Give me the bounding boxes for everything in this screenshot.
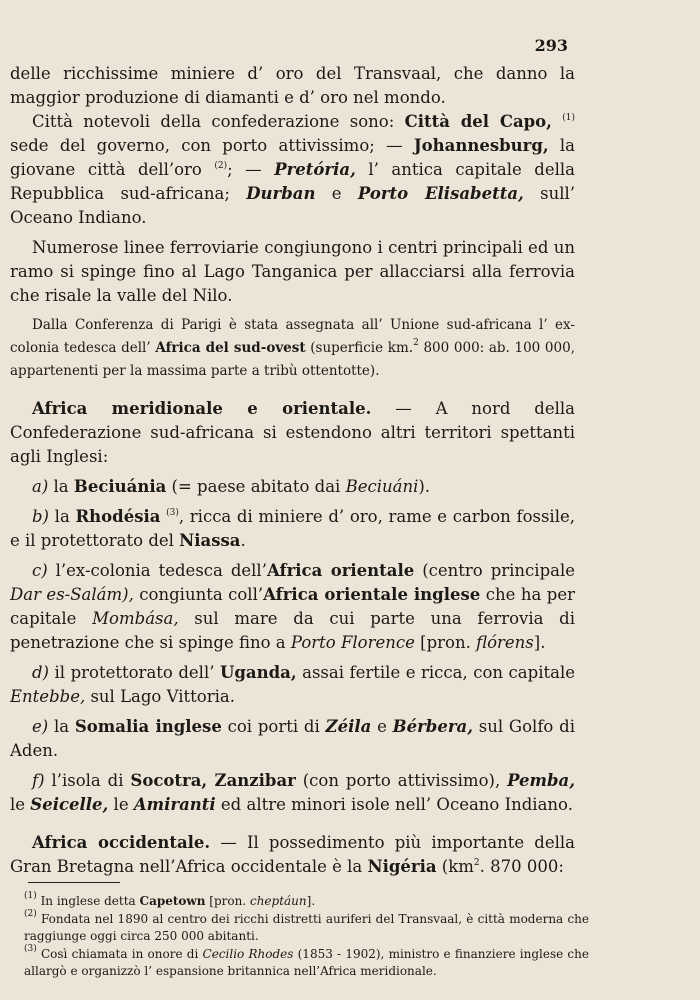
footnote-marker: (1) (24, 891, 37, 901)
text: (= paese abitato dai (166, 477, 346, 496)
page-number: 293 (534, 36, 568, 55)
text: , ricca di miniere d’ oro, rame e carbon fossile, e il protettorato del (10, 507, 575, 550)
text: e (371, 717, 393, 736)
paragraph-transvaal (10, 62, 575, 86)
list-item (10, 769, 575, 817)
italic-term: Entebbe, (10, 687, 86, 706)
text: la (48, 717, 75, 736)
text: sede del governo, con porto attivissimo; — (10, 136, 414, 155)
text: sul Lago Vittoria. (85, 687, 235, 706)
footnote-marker: (3) (24, 943, 37, 954)
city-name: Johannesburg, (413, 136, 549, 155)
item-marker: d) (32, 663, 49, 682)
text: Città notevoli della confederazione sono: (32, 112, 405, 131)
text-line: maggior produzione di diamanti e d’ oro nel mondo. (10, 88, 446, 107)
term: Capetown (139, 894, 206, 908)
text: la (48, 477, 74, 496)
text: coi porti di (221, 717, 326, 736)
text: l’ex-colonia tedesca dell’ (47, 561, 267, 580)
footnotes (24, 893, 589, 981)
italic-term: Zéila (325, 717, 372, 736)
text: ed altre minori isole nell’ Oceano Indiano. (215, 795, 573, 814)
text: sull’ Oceano Indiano. (10, 184, 575, 227)
page-body (10, 62, 575, 879)
list-item (10, 715, 575, 763)
territory-name: Africa orientale (266, 561, 415, 580)
territory-name: Uganda, (220, 663, 297, 682)
italic-term: Seicelle, (30, 795, 109, 814)
text: . 870 000: (479, 857, 564, 876)
text: 800 000: ab. 100 000, appartenenti per la massima parte a tribù ottentotte). (10, 340, 575, 379)
italic-term: Cecilio Rhodes (202, 946, 294, 961)
footnote-ref: (1) (562, 113, 575, 123)
footnote-ref: (3) (166, 508, 179, 518)
footnote (24, 893, 589, 911)
text: la giovane città dell’oro (10, 136, 575, 179)
text: Dalla Conferenza di Parigi è stata assegnata all’ Unione sud-africana l’ ex-colonia tedesca dell’ (10, 317, 575, 356)
unit-exponent: 2 (413, 338, 419, 348)
footnote-ref: (2) (214, 161, 228, 171)
list-item (10, 505, 575, 553)
text: ; — (227, 160, 275, 179)
paragraph-railways: Numerose linee ferroviarie congiungono i centri principali ed un ramo si spinge fino al Lago Tanganica per allacciarsi alla ferrovia che risale la valle del Nilo. (10, 238, 575, 305)
text: (1853 - 1902), ministro e finanziere inglese che allargò e organizzò l’ espansione britannica nell’Africa meridionale. (24, 946, 589, 978)
territory-name: Socotra, Zanzibar (130, 771, 296, 790)
text: Così chiamata in onore di (36, 946, 203, 961)
text: le (10, 795, 31, 814)
territory-name: Africa orientale inglese (263, 585, 481, 604)
item-marker: c) (32, 561, 48, 580)
list-item (10, 661, 575, 709)
text: [pron. (205, 894, 250, 908)
text: (km (436, 857, 474, 876)
footnote-marker: (2) (24, 908, 37, 919)
city-name: Durban (246, 184, 316, 203)
city-name: Città del Capo, (404, 112, 552, 131)
footnote (24, 908, 589, 946)
text: il protettorato dell’ (49, 663, 220, 682)
italic-term: Pemba, (507, 771, 575, 790)
footnote (24, 943, 589, 981)
italic-term: Dar es-Salám), (10, 585, 134, 604)
section-western-africa (10, 831, 575, 879)
section-heading: Africa meridionale e orientale. (32, 399, 372, 418)
text: (superficie km. (305, 340, 414, 356)
item-marker: f) (32, 771, 45, 790)
city-name: Pretória, (274, 160, 356, 179)
item-marker: a) (32, 477, 49, 496)
text: In inglese detta (36, 894, 140, 908)
territory-name: Somalia inglese (74, 717, 222, 736)
section-southern-eastern-africa (10, 397, 575, 469)
text: ]. (306, 894, 316, 908)
territory-name: Africa del sud-ovest (155, 340, 306, 356)
list-item (10, 559, 575, 655)
section-heading: Africa occidentale. (32, 833, 211, 852)
item-marker: e) (32, 717, 49, 736)
territory-name: Nigéria (367, 857, 437, 876)
territory-name: Niassa (179, 531, 241, 550)
text: assai fertile e ricca, con capitale (296, 663, 575, 682)
text: [pron. (414, 633, 477, 652)
text: ]. (533, 633, 546, 652)
text: le (108, 795, 134, 814)
italic-term: Porto Florence (290, 633, 415, 652)
italic-term: Mombása, (92, 609, 179, 628)
text: la (49, 507, 76, 526)
text: — Il possedimento più importante della Gran Bretagna nell’Africa occidentale è la (10, 833, 575, 876)
territory-name: Rhodésia (75, 507, 161, 526)
text-line: delle ricchissime miniere d’ oro del Transvaal, che danno la (10, 64, 575, 83)
item-marker: b) (32, 507, 49, 526)
paragraph-transvaal-cont (10, 86, 575, 110)
italic-term: Beciuáni (345, 477, 419, 496)
text: (centro principale (414, 561, 576, 580)
paragraph-conference-note (10, 314, 575, 383)
text: sul mare da cui parte una ferrovia di penetrazione che si spinge fino a (10, 609, 576, 652)
list-item (10, 475, 575, 499)
text: — A nord della Confederazione sud-africana si estendono altri territori spettanti agli Inglesi: (10, 399, 575, 466)
unit-exponent: 2 (473, 858, 480, 868)
text: ). (418, 477, 431, 496)
italic-term: Amiranti (133, 795, 216, 814)
text: congiunta coll’ (133, 585, 264, 604)
text: . (240, 531, 246, 550)
text: Fondata nel 1890 al centro dei ricchi distretti auriferi del Transvaal, è città moderna che raggiunge oggi circa 250 000 abitanti. (24, 911, 589, 943)
city-name: Porto Elisabetta, (357, 184, 524, 203)
text: l’isola di (44, 771, 131, 790)
italic-term: flórens (476, 633, 534, 652)
text: l’ antica capitale della Repubblica sud-africana; (10, 160, 575, 203)
text: (con porto attivissimo), (295, 771, 508, 790)
paragraph-cities (10, 110, 575, 230)
italic-term: Bérbera, (392, 717, 473, 736)
italic-term: cheptáun (249, 894, 307, 908)
footnote-divider (28, 882, 120, 883)
text: e (315, 184, 358, 203)
text: sul Golfo di Aden. (10, 717, 575, 760)
text: che ha per capitale (10, 585, 576, 628)
territory-name: Beciuánia (73, 477, 167, 496)
